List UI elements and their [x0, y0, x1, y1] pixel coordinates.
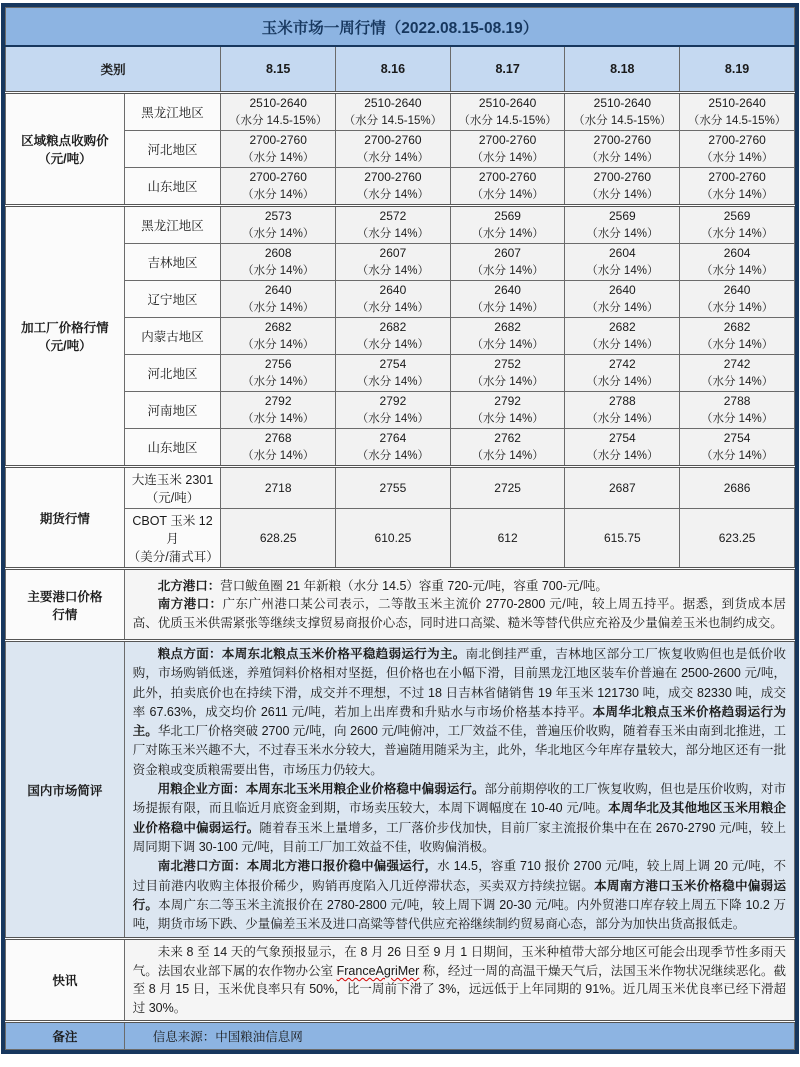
news-row [6, 939, 795, 1022]
price-cell: 2640 （水分 14%） [450, 281, 565, 318]
news-paragraph: 未来 8 至 14 天的气象预报显示，在 8 月 26 日至 9 月 1 日期间，玉米种植带大部分地区可能会出现季节性多雨天气。法国农业部下属的农作物办公室 FranceAgriMer 称，经过一周的高温干燥天气后，法国玉米作物状况继续恶化。截至 8 月 15 日，玉米优良率只有 50%，比一周前下滑了 3%，远远低于上年同期的 91%。近几周玉米优良率已经下滑超过 30%。 [132, 945, 786, 1015]
section-label-region-purchase: 区域粮点收购价 （元/吨） [6, 93, 125, 206]
ports-paragraph: 北方港口：营口鲅鱼圈 21 年新粮（水分 14.5）容重 720-元/吨，容重 700-元/吨。 [157, 578, 608, 593]
price-cell: 2718 [221, 467, 336, 509]
price-cell: 2569 （水分 14%） [450, 206, 565, 244]
region-name: 内蒙古地区 [124, 318, 221, 355]
price-cell: 2607 （水分 14%） [450, 244, 565, 281]
price-cell: 2686 [680, 467, 795, 509]
price-cell: 2569 （水分 14%） [680, 206, 795, 244]
ports-content [124, 569, 794, 641]
ports-row [6, 569, 795, 641]
category-header: 类别 [6, 46, 221, 93]
note-row [6, 1022, 795, 1050]
header-row [6, 46, 795, 93]
region-name: 河北地区 [124, 131, 221, 168]
processing-row [6, 244, 795, 281]
price-cell: 2640 （水分 14%） [336, 281, 451, 318]
price-cell: 2742 （水分 14%） [565, 355, 680, 392]
processing-row [6, 206, 795, 244]
price-cell: 2700-2760 （水分 14%） [565, 168, 680, 206]
news-content [124, 939, 794, 1022]
title-row [6, 8, 795, 47]
region-name: 黑龙江地区 [124, 206, 221, 244]
region-purchase-row [6, 131, 795, 168]
price-cell: 2573 （水分 14%） [221, 206, 336, 244]
price-cell: 2682 （水分 14%） [221, 318, 336, 355]
price-cell: 2742 （水分 14%） [680, 355, 795, 392]
review-paragraph: 粮点方面：本周东北粮点玉米价格平稳趋弱运行为主。南北倒挂严重，吉林地区部分工厂恢复收购但也是低价收购，市场购销低迷，养殖饲料价格相对坚挺，但价格也在小幅下滑，目前黑龙江地区装车价普遍在 2500-2600 元/吨，此外，拍卖底价也在持续下滑，成交并不理想，不过 18 日吉林省储销售 19 年玉米 121730 吨，成交 82330 吨，成交率 67.63%，成交均价 2611 元/吨，若加上出库费和升贴水与市场价格基本持平。本周华北粮点玉米价格趋弱运行为主。华北工厂价格突破 2700 元/吨，向 2600 元/吨俯冲，工厂效益不佳，普遍压价收购，随着春玉米由南到北推进，工厂对陈玉米兴趣不大，不过春玉米水分较大，普遍随用随采为主，此外，华北地区今年库存量较大，部分地区还有一批资金粮或变质粮需要出售，市场压力仍较大。 [132, 647, 786, 777]
price-cell: 2788 （水分 14%） [680, 392, 795, 429]
note-source: 信息来源：中国粮油信息网 [124, 1022, 794, 1050]
price-cell: 2700-2760 （水分 14%） [565, 131, 680, 168]
price-cell: 610.25 [336, 509, 451, 569]
price-cell: 2762 （水分 14%） [450, 429, 565, 467]
date-header-5: 8.19 [680, 46, 795, 93]
date-header-1: 8.15 [221, 46, 336, 93]
price-cell: 2569 （水分 14%） [565, 206, 680, 244]
review-content [124, 641, 794, 939]
futures-contract: CBOT 玉米 12 月 （美分/蒲式耳） [124, 509, 221, 569]
price-cell: 2754 （水分 14%） [565, 429, 680, 467]
processing-row [6, 281, 795, 318]
region-name: 山东地区 [124, 168, 221, 206]
price-cell: 2700-2760 （水分 14%） [680, 168, 795, 206]
price-cell: 2700-2760 （水分 14%） [680, 131, 795, 168]
price-cell: 2700-2760 （水分 14%） [336, 131, 451, 168]
region-purchase-row [6, 93, 795, 131]
price-cell: 2510-2640 （水分 14.5-15%） [450, 93, 565, 131]
price-cell: 628.25 [221, 509, 336, 569]
price-cell: 2725 [450, 467, 565, 509]
price-cell: 2510-2640 （水分 14.5-15%） [221, 93, 336, 131]
section-label-futures: 期货行情 [6, 467, 125, 569]
price-cell: 2640 （水分 14%） [221, 281, 336, 318]
page-title: 玉米市场一周行情（2022.08.15-08.19） [6, 8, 795, 47]
region-name: 黑龙江地区 [124, 93, 221, 131]
review-paragraph: 用粮企业方面：本周东北玉米用粮企业价格稳中偏弱运行。部分前期停收的工厂恢复收购，但也是压价收购，对市场提振有限，而且临近月底资金到期，市场卖压较大，本周下调幅度在 10-40 元/吨。本周华北及其他地区玉米用粮企业价格稳中偏弱运行。随着春玉米上量增多，工厂落价步伐加快，目前厂家主流报价集中在在 2670-2790 元/吨，较上周同期下调 30-100 元/吨，目前工厂加工效益不佳，收购偏消极。 [132, 782, 786, 854]
region-name: 河南地区 [124, 392, 221, 429]
processing-row [6, 429, 795, 467]
price-table [5, 7, 795, 1050]
review-row [6, 641, 795, 939]
price-cell: 623.25 [680, 509, 795, 569]
region-name: 吉林地区 [124, 244, 221, 281]
price-cell: 2754 （水分 14%） [680, 429, 795, 467]
price-cell: 2640 （水分 14%） [680, 281, 795, 318]
price-cell: 2572 （水分 14%） [336, 206, 451, 244]
price-cell: 2700-2760 （水分 14%） [450, 131, 565, 168]
futures-row [6, 467, 795, 509]
date-header-3: 8.17 [450, 46, 565, 93]
price-cell: 2700-2760 （水分 14%） [336, 168, 451, 206]
price-cell: 2510-2640 （水分 14.5-15%） [680, 93, 795, 131]
region-name: 河北地区 [124, 355, 221, 392]
ports-paragraph: 南方港口：广东广州港口某公司表示，二等散玉米主流价 2770-2800 元/吨，较上周五持平。据悉，到货成本居高、优质玉米供需紧张等继续支撑贸易商报价心态，同时进口高粱、糙米等替代供应充裕及少量偏差玉米也制约成交。 [132, 597, 786, 630]
region-purchase-row [6, 168, 795, 206]
date-header-2: 8.16 [336, 46, 451, 93]
date-header-4: 8.18 [565, 46, 680, 93]
corn-market-weekly-table [1, 3, 799, 1054]
price-cell: 2604 （水分 14%） [565, 244, 680, 281]
price-cell: 2792 （水分 14%） [221, 392, 336, 429]
price-cell: 2768 （水分 14%） [221, 429, 336, 467]
price-cell: 2687 [565, 467, 680, 509]
price-cell: 2752 （水分 14%） [450, 355, 565, 392]
region-name: 辽宁地区 [124, 281, 221, 318]
price-cell: 2510-2640 （水分 14.5-15%） [565, 93, 680, 131]
processing-row [6, 355, 795, 392]
price-cell: 2700-2760 （水分 14%） [450, 168, 565, 206]
price-cell: 2754 （水分 14%） [336, 355, 451, 392]
price-cell: 2682 （水分 14%） [336, 318, 451, 355]
price-cell: 2764 （水分 14%） [336, 429, 451, 467]
section-label-processing: 加工厂价格行情 （元/吨） [6, 206, 125, 467]
section-label-news: 快讯 [6, 939, 125, 1022]
price-cell: 2608 （水分 14%） [221, 244, 336, 281]
price-cell: 2604 （水分 14%） [680, 244, 795, 281]
price-cell: 2607 （水分 14%） [336, 244, 451, 281]
price-cell: 2792 （水分 14%） [336, 392, 451, 429]
price-cell: 2788 （水分 14%） [565, 392, 680, 429]
price-cell: 2510-2640 （水分 14.5-15%） [336, 93, 451, 131]
section-label-review: 国内市场简评 [6, 641, 125, 939]
review-paragraph: 南北港口方面：本周北方港口报价稳中偏强运行，水 14.5，容重 710 报价 2700 元/吨，较上周上调 20 元/吨，不过目前港内收购主体报价稀少，购销再度陷入几近停滞状态，买卖双方持续拉锯。本周南方港口玉米价格稳中偏弱运行。本周广东二等玉米主流报价在 2780-2800 元/吨，较上周下调 20-30 元/吨。内外贸港口库存较上周五下降 10.2 万吨，期货市场下跌、少量偏差玉米及进口高粱等替代供应充裕继续制约贸易商心态，部分为加快出货高报低走。 [132, 859, 786, 932]
processing-row [6, 318, 795, 355]
price-cell: 2700-2760 （水分 14%） [221, 168, 336, 206]
section-label-ports: 主要港口价格 行情 [6, 569, 125, 641]
futures-contract: 大连玉米 2301 （元/吨） [124, 467, 221, 509]
region-name: 山东地区 [124, 429, 221, 467]
price-cell: 2792 （水分 14%） [450, 392, 565, 429]
price-cell: 2756 （水分 14%） [221, 355, 336, 392]
section-label-note: 备注 [6, 1022, 125, 1050]
price-cell: 612 [450, 509, 565, 569]
price-cell: 2700-2760 （水分 14%） [221, 131, 336, 168]
price-cell: 2682 （水分 14%） [680, 318, 795, 355]
price-cell: 615.75 [565, 509, 680, 569]
processing-row [6, 392, 795, 429]
price-cell: 2682 （水分 14%） [565, 318, 680, 355]
price-cell: 2640 （水分 14%） [565, 281, 680, 318]
futures-row [6, 509, 795, 569]
price-cell: 2755 [336, 467, 451, 509]
price-cell: 2682 （水分 14%） [450, 318, 565, 355]
